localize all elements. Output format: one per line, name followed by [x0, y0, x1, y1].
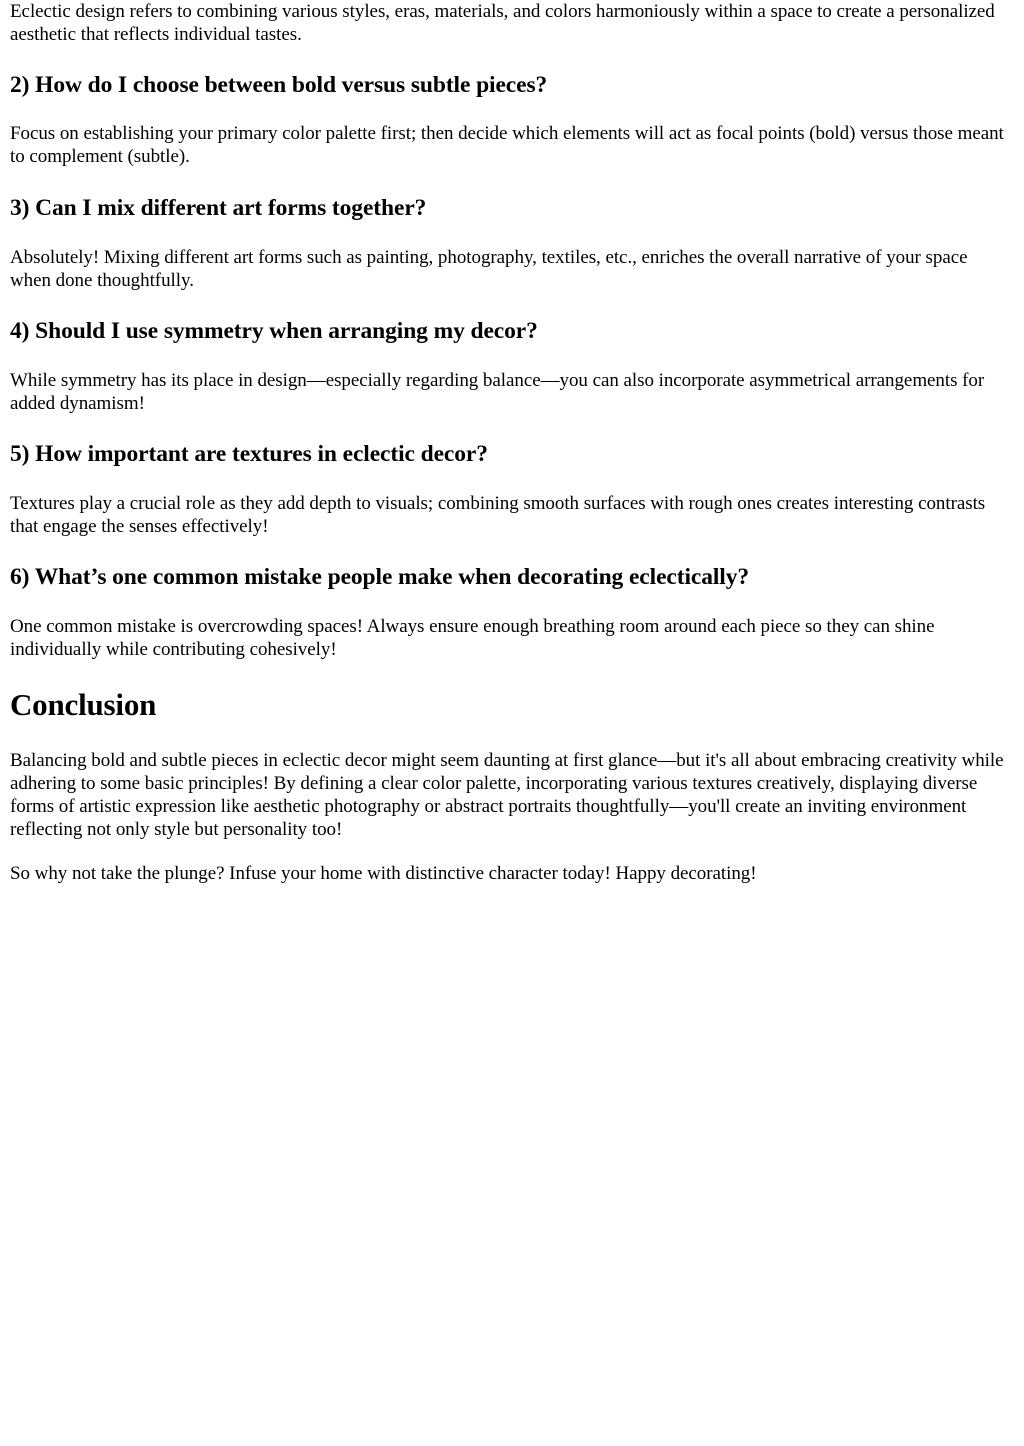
faq-answer-1: Eclectic design refers to combining various styles, eras, materials, and colors harmoniously within a space to create a personalized aesthetic that reflects individual tastes.: [10, 1, 995, 45]
faq-question-5: 5) How important are textures in eclectic decor?: [10, 441, 488, 467]
conclusion-paragraph-1: Balancing bold and subtle pieces in eclectic decor might seem daunting at first glance—but it's all about embracing creativity while adhering to some basic principles! By defining a clear color palette, incorporating various textures creatively, displaying diverse forms of artistic expression like aesthetic photography or abstract portraits thoughtfully—you'll create an inviting environment reflecting not only style but personality too!: [10, 750, 1004, 840]
faq-question-3: 3) Can I mix different art forms together?: [10, 195, 427, 221]
faq-answer-6: One common mistake is overcrowding spaces! Always ensure enough breathing room around each piece so they can shine individually while contributing cohesively!: [10, 616, 935, 660]
faq-answer-2: Focus on establishing your primary color palette first; then decide which elements will act as focal points (bold) versus those meant to complement (subtle).: [10, 123, 1004, 167]
faq-answer-5: Textures play a crucial role as they add depth to visuals; combining smooth surfaces with rough ones creates interesting contrasts that engage the senses effectively!: [10, 493, 986, 537]
conclusion-heading: Conclusion: [10, 687, 157, 722]
conclusion-paragraph-2: So why not take the plunge? Infuse your home with distinctive character today! Happy decorating!: [10, 863, 757, 884]
faq-question-2: 2) How do I choose between bold versus subtle pieces?: [10, 72, 548, 98]
faq-question-6: 6) What’s one common mistake people make when decorating eclectically?: [10, 564, 750, 590]
faq-question-4: 4) Should I use symmetry when arranging my decor?: [10, 318, 538, 344]
faq-answer-3: Absolutely! Mixing different art forms such as painting, photography, textiles, etc., enriches the overall narrative of your space when done thoughtfully.: [10, 247, 968, 291]
faq-answer-4: While symmetry has its place in design—especially regarding balance—you can also incorporate asymmetrical arrangements for added dynamism!: [10, 370, 985, 414]
